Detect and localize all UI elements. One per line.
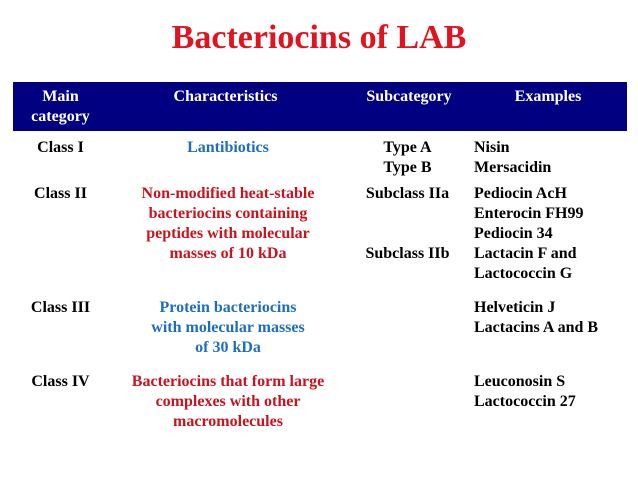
characteristics-line: Lantibiotics xyxy=(187,139,269,156)
characteristics-line: complexes with other xyxy=(155,393,301,410)
example-line: Lactococcin 27 xyxy=(474,393,576,410)
characteristics-line: masses of 10 kDa xyxy=(169,245,287,262)
row-category: Class II xyxy=(34,185,87,202)
row-examples xyxy=(474,298,624,338)
characteristics-line: Protein bacteriocins xyxy=(159,299,297,316)
header-main-category-line1: Main xyxy=(42,88,79,105)
subcategory-line: Type A xyxy=(383,139,432,156)
row-examples xyxy=(474,184,624,284)
row-characteristics xyxy=(113,372,343,432)
row-examples xyxy=(474,138,624,178)
example-line: Pediocin AcH xyxy=(474,185,567,202)
example-line: Enterocin FH99 xyxy=(474,205,584,222)
row-category: Class IV xyxy=(31,373,90,390)
characteristics-line: Bacteriocins that form large xyxy=(131,373,325,390)
characteristics-line: with molecular masses xyxy=(151,319,305,336)
header-examples: Examples xyxy=(514,88,582,105)
example-line: Lactacins A and B xyxy=(474,319,599,336)
row-characteristics xyxy=(123,298,333,358)
example-line: Pediocin 34 xyxy=(474,225,553,242)
example-line: Helveticin J xyxy=(474,299,556,316)
characteristics-line: of 30 kDa xyxy=(195,339,261,356)
subcategory-line: Type B xyxy=(383,159,432,176)
row-characteristics xyxy=(123,138,333,158)
row-subcategory-a: Subclass IIa xyxy=(365,185,450,202)
example-line: Lactococcin G xyxy=(474,265,573,282)
row-category: Class I xyxy=(37,139,84,156)
row-characteristics xyxy=(123,184,333,264)
characteristics-line: bacteriocins containing xyxy=(148,205,308,222)
row-category: Class III xyxy=(30,299,91,316)
row-subcategory-b: Subclass IIb xyxy=(365,245,450,262)
characteristics-line: Non-modified heat-stable xyxy=(141,185,315,202)
example-line: Lactacin F and xyxy=(474,245,577,262)
header-main-category xyxy=(13,87,108,127)
characteristics-line: macromolecules xyxy=(173,413,283,430)
row-subcategory xyxy=(355,138,460,178)
table-header xyxy=(13,82,627,131)
header-characteristics: Characteristics xyxy=(173,88,278,105)
example-line: Mersacidin xyxy=(474,159,552,176)
header-main-category-line2: category xyxy=(31,108,90,125)
header-subcategory: Subcategory xyxy=(366,88,452,105)
row-examples xyxy=(474,372,624,412)
example-line: Leuconosin S xyxy=(474,373,566,390)
example-line: Nisin xyxy=(474,139,510,156)
characteristics-line: peptides with molecular xyxy=(146,225,310,242)
page-title: Bacteriocins of LAB xyxy=(171,19,467,56)
